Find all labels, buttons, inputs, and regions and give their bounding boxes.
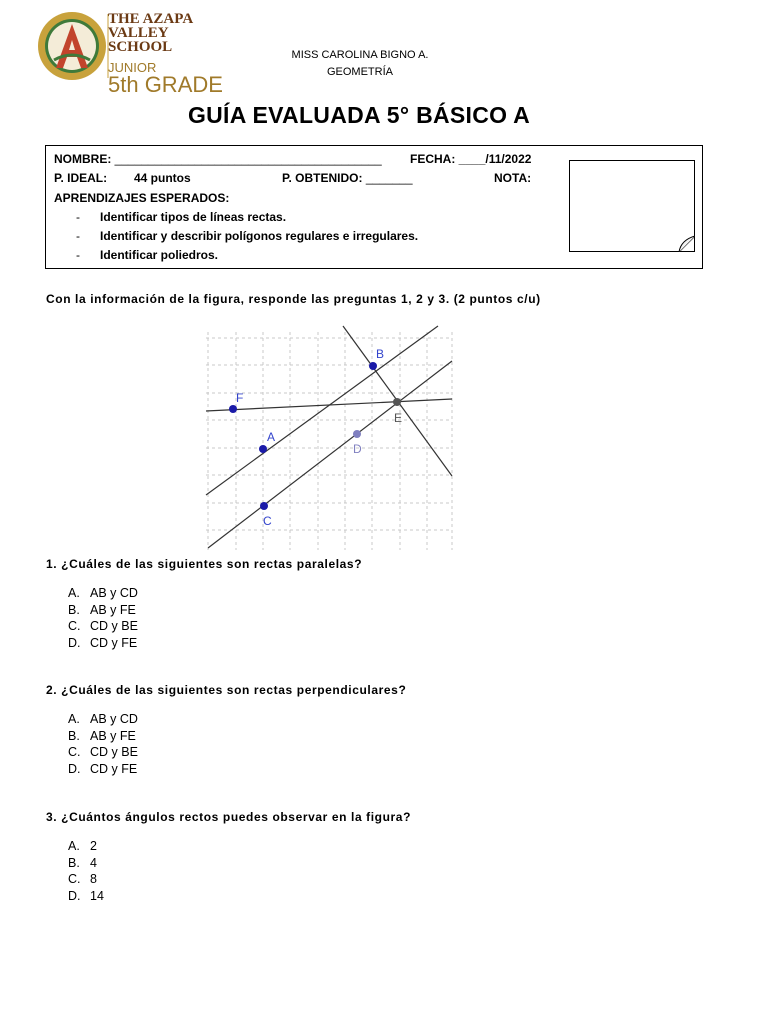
- option-b[interactable]: [68, 855, 104, 872]
- geometry-figure: [200, 322, 458, 557]
- fecha-field[interactable]: ____/11/2022: [458, 152, 532, 166]
- folded-corner-icon: [569, 160, 695, 252]
- option-c[interactable]: [68, 744, 138, 761]
- option-a[interactable]: [68, 711, 138, 728]
- option-text: CD y FE: [90, 761, 138, 776]
- option-letter: A.: [68, 839, 80, 853]
- figure-points: [229, 362, 401, 510]
- option-text: 8: [90, 872, 97, 886]
- objective-item: [76, 248, 218, 262]
- option-letter: D.: [68, 888, 81, 903]
- objective-text: Identificar tipos de líneas rectas.: [100, 210, 287, 224]
- nombre-field[interactable]: ________________________________________: [114, 152, 382, 166]
- objective-item: [76, 210, 286, 224]
- point-e: [393, 398, 401, 406]
- school-name-block: [108, 12, 224, 96]
- nota-label: NOTA:: [494, 171, 532, 185]
- option-d[interactable]: [68, 888, 104, 905]
- pideal-label: P. IDEAL:: [54, 171, 108, 185]
- option-b[interactable]: [68, 728, 138, 745]
- label-e: E: [394, 411, 403, 425]
- option-text: CD y BE: [90, 619, 138, 633]
- grade-note-box[interactable]: [569, 160, 695, 252]
- pobtenido-field[interactable]: _______: [365, 171, 413, 185]
- option-letter: C.: [68, 872, 81, 886]
- nombre-label: NOMBRE:: [54, 152, 112, 166]
- question-1-options: [68, 585, 138, 651]
- option-letter: B.: [68, 602, 80, 617]
- question-2-options: [68, 711, 138, 777]
- page-title: GUÍA EVALUADA 5° BÁSICO A: [187, 102, 531, 128]
- geometry-figure-svg: [200, 322, 458, 552]
- option-letter: B.: [68, 855, 80, 870]
- option-c[interactable]: [68, 871, 104, 888]
- label-c: C: [263, 514, 272, 528]
- point-f: [229, 405, 237, 413]
- point-d: [353, 430, 361, 438]
- junior-label: JUNIOR: [108, 60, 157, 75]
- option-text: 2: [90, 839, 97, 853]
- option-letter: C.: [68, 619, 81, 633]
- point-b: [369, 362, 377, 370]
- label-a: A: [267, 430, 276, 444]
- grade-label: 5th GRADE: [108, 72, 223, 97]
- pobtenido-label: P. OBTENIDO:: [282, 171, 363, 185]
- bullet-dash: -: [76, 248, 80, 262]
- fecha-label: FECHA:: [410, 152, 456, 166]
- option-letter: A.: [68, 712, 80, 726]
- teacher-block: [260, 47, 460, 81]
- label-f: F: [236, 391, 244, 405]
- subject-name: GEOMETRÍA: [326, 66, 393, 78]
- option-letter: D.: [68, 635, 81, 650]
- label-d: D: [353, 442, 362, 456]
- figure-grid: [206, 332, 452, 550]
- option-c[interactable]: [68, 618, 138, 635]
- option-text: CD y BE: [90, 745, 138, 759]
- option-text: AB y CD: [90, 586, 138, 600]
- option-b[interactable]: [68, 602, 138, 619]
- bullet-dash: -: [76, 229, 80, 243]
- pideal-value: 44 puntos: [134, 171, 191, 185]
- objective-text: Identificar y describir polígonos regulares e irregulares.: [100, 229, 419, 243]
- school-name-line1: THE AZAPA: [108, 11, 194, 27]
- option-letter: C.: [68, 745, 81, 759]
- nombre-row: [54, 152, 382, 166]
- option-letter: D.: [68, 761, 81, 776]
- objective-item: [76, 229, 418, 243]
- point-c: [260, 502, 268, 510]
- option-text: AB y FE: [90, 728, 136, 743]
- label-b: B: [376, 347, 385, 361]
- option-text: AB y CD: [90, 712, 138, 726]
- option-d[interactable]: [68, 761, 138, 778]
- line-ab: [206, 326, 438, 495]
- option-a[interactable]: [68, 585, 138, 602]
- option-text: AB y FE: [90, 602, 136, 617]
- question-3: 3. ¿Cuántos ángulos rectos puedes observar en la figura?: [46, 810, 412, 824]
- line-cd: [208, 361, 452, 548]
- option-a[interactable]: [68, 838, 104, 855]
- intro-instruction: Con la información de la figura, responde las preguntas 1, 2 y 3. (2 puntos c/u): [46, 292, 541, 306]
- option-text: 4: [90, 855, 97, 870]
- question-3-options: [68, 838, 104, 904]
- pobtenido-row: [282, 171, 413, 185]
- aprendizajes-label: APRENDIZAJES ESPERADOS:: [54, 191, 230, 205]
- teacher-name: MISS CAROLINA BIGNO A.: [291, 49, 429, 61]
- school-name-line2: VALLEY SCHOOL: [108, 25, 173, 55]
- option-d[interactable]: [68, 635, 138, 652]
- question-2: 2. ¿Cuáles de las siguientes son rectas perpendiculares?: [46, 683, 407, 697]
- option-letter: B.: [68, 728, 80, 743]
- objective-text: Identificar poliedros.: [100, 248, 219, 262]
- point-a: [259, 445, 267, 453]
- student-info-box: [45, 145, 703, 269]
- bullet-dash: -: [76, 210, 80, 224]
- option-text: CD y FE: [90, 635, 138, 650]
- question-1: 1. ¿Cuáles de las siguientes son rectas paralelas?: [46, 557, 363, 571]
- option-text: 14: [90, 888, 104, 903]
- option-letter: A.: [68, 586, 80, 600]
- fecha-row: [410, 152, 531, 166]
